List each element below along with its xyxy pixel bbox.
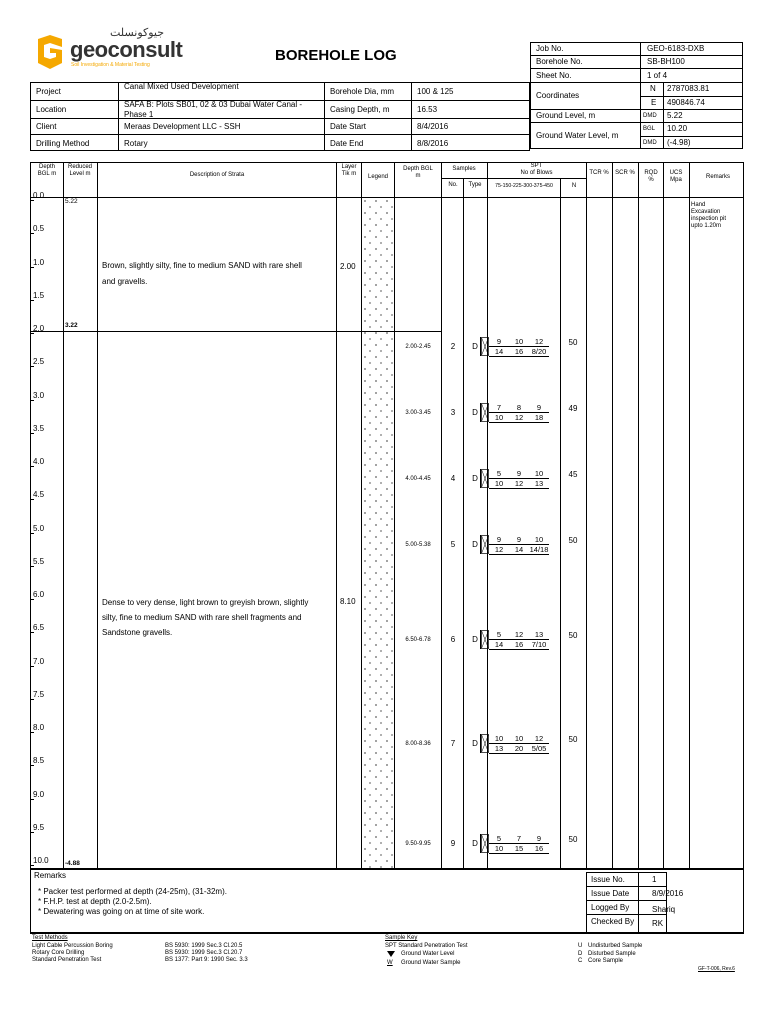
date-start: 8/4/2016 xyxy=(417,122,449,131)
project-label: Project xyxy=(36,87,61,96)
checked-by: RK xyxy=(652,919,664,928)
sample-type: D xyxy=(472,739,478,748)
spt-blow-box xyxy=(480,834,559,853)
date-end-label: Date End xyxy=(330,139,364,148)
key-u: U xyxy=(578,943,583,949)
depth-tick-label: 8.5 xyxy=(33,756,45,766)
side-remark-line: Excavation xyxy=(691,209,721,215)
borehole-dia-label: Borehole Dia, mm xyxy=(330,87,395,96)
spt-blow-count: 16 xyxy=(529,844,549,854)
stratum-2-desc-line: Dense to very dense, light brown to greyish brown, slightly xyxy=(102,598,309,607)
issue-no: 1 xyxy=(652,875,657,884)
sample-depth: 8.00-8.36 xyxy=(405,741,431,747)
sample-no: 5 xyxy=(450,540,456,549)
sample-no: 6 xyxy=(450,635,456,644)
stratum-2-description xyxy=(102,595,308,640)
depth-tick-label: 1.0 xyxy=(33,257,45,267)
col-spt-header: SPT xyxy=(530,163,543,169)
strata-legend xyxy=(362,198,394,868)
stratum-2-thickness: 8.10 xyxy=(340,597,356,606)
coordinates-label: Coordinates xyxy=(536,91,580,100)
checked-by-label: Checked By xyxy=(591,917,635,926)
depth-tick-label: 0.5 xyxy=(33,224,45,234)
spt-blow-count: 5 xyxy=(489,630,509,640)
casing-depth-label: Casing Depth, m xyxy=(330,105,390,114)
spt-n-value: 50 xyxy=(568,835,578,844)
page-title: BOREHOLE LOG xyxy=(275,47,397,64)
spt-sampler-icon xyxy=(481,834,489,853)
spt-n-value: 45 xyxy=(568,470,578,479)
sample-depth: 2.00-2.45 xyxy=(405,344,431,350)
project-name: Canal Mixed Used Development xyxy=(124,82,239,91)
stratum-1-thickness: 2.00 xyxy=(340,262,356,271)
col-reduced-header: Reduced Level m xyxy=(67,164,93,177)
key-ds: Disturbed Sample xyxy=(588,951,636,957)
depth-tick-label: 3.0 xyxy=(33,390,45,400)
spt-n-value: 50 xyxy=(568,536,578,545)
east-value: 490846.74 xyxy=(667,98,705,107)
spt-blow-count: 10 xyxy=(489,844,509,854)
spt-blow-count: 9 xyxy=(529,834,549,844)
col-samples-header: Samples xyxy=(452,166,476,172)
spt-blow-box xyxy=(480,337,559,356)
stratum-2-rl-bottom: -4.88 xyxy=(65,860,80,867)
spt-blow-count: 9 xyxy=(489,535,509,545)
spt-blow-box xyxy=(480,734,559,753)
sample-depth: 5.00-5.38 xyxy=(405,542,431,548)
key-ws: Ground Water Sample xyxy=(401,960,461,966)
remarks-lines xyxy=(38,887,227,917)
depth-tick-label: 9.5 xyxy=(33,822,45,832)
spt-blow-count: 16 xyxy=(509,347,529,357)
key-ud: Undisturbed Sample xyxy=(588,943,643,949)
spt-blow-count: 8 xyxy=(509,403,529,413)
sample-no: 2 xyxy=(450,342,456,351)
stratum-1-rl-bottom: 3.22 xyxy=(65,322,78,329)
spt-blow-count: 7 xyxy=(489,403,509,413)
test-methods-label: Test Methods xyxy=(32,935,68,941)
depth-tick-label: 2.5 xyxy=(33,357,45,367)
spt-blow-count: 12 xyxy=(529,734,549,744)
job-no-label: Job No. xyxy=(536,44,564,53)
sample-type: D xyxy=(472,635,478,644)
spt-blow-count: 10 xyxy=(509,337,529,347)
borehole-no: SB-BH100 xyxy=(647,57,685,66)
spt-sampler-icon xyxy=(481,403,489,422)
spt-blow-count: 12 xyxy=(509,630,529,640)
spt-blow-count: 12 xyxy=(509,413,529,423)
sheet-label: Sheet No. xyxy=(536,71,572,80)
form-code: GF-T-006, Rev.6 xyxy=(698,966,735,972)
col-sample-depth-header: Depth BGL m xyxy=(403,166,433,179)
spt-blow-count: 5 xyxy=(489,469,509,479)
spt-blow-count: 10 xyxy=(489,479,509,489)
spt-blow-count: 10 xyxy=(529,469,549,479)
depth-tick-label: 0.0 xyxy=(33,191,45,200)
date-end: 8/8/2016 xyxy=(417,139,449,148)
ground-water-bgl: 10.20 xyxy=(667,124,688,133)
spt-blow-count: 10 xyxy=(509,734,529,744)
depth-tick-label: 8.0 xyxy=(33,723,45,732)
spt-blow-count: 9 xyxy=(489,337,509,347)
side-remark-line: Hand xyxy=(691,202,706,208)
col-scr-header: SCR % xyxy=(615,170,635,176)
logo xyxy=(36,27,196,73)
casing-depth: 16.53 xyxy=(417,105,438,114)
sample-depth: 6.50-6.78 xyxy=(405,637,431,643)
spt-blow-count: 7 xyxy=(509,834,529,844)
method-row: Light Cable Percussion Boring xyxy=(32,943,113,949)
spt-n-value: 50 xyxy=(568,735,578,744)
key-w: W xyxy=(387,960,393,966)
stratum-1-desc-line: and gravells. xyxy=(102,277,148,286)
col-desc-header: Description of Strata xyxy=(189,172,245,178)
depth-tick-label: 4.5 xyxy=(33,490,45,500)
spt-blow-count: 18 xyxy=(529,413,549,423)
col-tcr-header: TCR % xyxy=(589,170,609,176)
ground-water-label: Ground Water Level, m xyxy=(536,131,619,140)
east-label: E xyxy=(651,98,657,107)
dmd-label-2: DMD xyxy=(643,140,657,146)
dmd-label: DMD xyxy=(643,113,657,119)
client-label: Client xyxy=(36,122,57,131)
logo-name: geoconsult xyxy=(70,37,183,62)
col-legend-header: Legend xyxy=(367,174,389,180)
sheet-no: 1 of 4 xyxy=(647,71,668,80)
sample-depth: 3.00-3.45 xyxy=(405,410,431,416)
spt-blow-count: 5 xyxy=(489,834,509,844)
sample-type: D xyxy=(472,839,478,848)
depth-tick-label: 1.5 xyxy=(33,290,45,300)
sample-depth: 4.00-4.45 xyxy=(405,476,431,482)
spt-blow-box xyxy=(480,630,559,649)
drilling-method: Rotary xyxy=(124,139,148,148)
spt-blow-count: 10 xyxy=(489,413,509,423)
sample-key-label: Sample Key xyxy=(385,935,418,941)
ground-level: 5.22 xyxy=(667,111,683,120)
spt-sampler-icon xyxy=(481,337,489,356)
method-row: Standard Penetration Test xyxy=(32,957,102,963)
col-blows-header: No of Blows xyxy=(520,170,553,176)
location: SAFA B: Plots SB01, 02 & 03 Dubai Water Canal - Phase 1 xyxy=(124,100,303,119)
depth-tick-label: 5.5 xyxy=(33,556,45,566)
col-ucs-header: UCS Mpa xyxy=(669,170,683,183)
col-remarks-header: Remarks xyxy=(705,174,730,180)
remark-line: * F.H.P. test at depth (2.0-2.5m). xyxy=(38,897,152,906)
spt-blow-count: 9 xyxy=(509,469,529,479)
spt-blow-count: 12 xyxy=(509,479,529,489)
spt-blow-count: 13 xyxy=(529,630,549,640)
sample-type: D xyxy=(472,408,478,417)
sample-no: 4 xyxy=(450,474,456,483)
col-layer-header: Layer Tik m xyxy=(341,164,357,177)
spt-n-value: 50 xyxy=(568,338,578,347)
spt-blow-count: 7/10 xyxy=(529,640,549,650)
sample-type: D xyxy=(472,474,478,483)
col-depth-header: Depth BGL m xyxy=(37,164,57,177)
stratum-1-desc-line: Brown, slightly silty, fine to medium SAND with rare shell xyxy=(102,261,302,270)
job-no: GEO-6183-DXB xyxy=(647,44,705,53)
depth-tick-label: 3.5 xyxy=(33,423,45,433)
issue-no-label: Issue No. xyxy=(591,875,625,884)
spt-blow-count: 10 xyxy=(529,535,549,545)
spt-blow-count: 10 xyxy=(489,734,509,744)
stratum-2-desc-line: silty, fine to medium SAND with rare shell fragments and xyxy=(102,613,302,622)
method-row: Rotary Core Drilling xyxy=(32,950,85,956)
spt-blow-count: 12 xyxy=(489,545,509,555)
spt-n-value: 50 xyxy=(568,631,578,640)
depth-tick-label: 9.0 xyxy=(33,789,45,799)
key-c: C xyxy=(578,958,583,964)
key-spt: SPT Standard Penetration Test xyxy=(385,943,468,949)
water-level-icon xyxy=(387,951,395,958)
spt-blow-count: 13 xyxy=(529,479,549,489)
side-remark-line: inspection pit xyxy=(691,216,727,222)
key-d: D xyxy=(578,951,583,957)
spt-blow-count: 15 xyxy=(509,844,529,854)
stratum-1-description xyxy=(102,258,302,290)
spt-blow-count: 14 xyxy=(489,640,509,650)
depth-tick-label: 5.0 xyxy=(33,523,45,533)
depth-tick-label: 7.0 xyxy=(33,656,45,666)
ground-level-label: Ground Level, m xyxy=(536,111,596,120)
spt-blow-count: 20 xyxy=(509,744,529,754)
depth-tick-label: 4.0 xyxy=(33,457,45,466)
location-label: Location xyxy=(36,105,67,114)
borehole-no-label: Borehole No. xyxy=(536,57,583,66)
spt-blow-count: 13 xyxy=(489,744,509,754)
side-remark xyxy=(691,202,726,230)
logo-tagline: Soil Investigation & Material Testing xyxy=(71,62,150,68)
spt-blow-box xyxy=(480,403,559,422)
geoconsult-logo-icon xyxy=(36,35,64,69)
issue-date-label: Issue Date xyxy=(591,889,630,898)
method-standard: BS 1377: Part 9: 1990 Sec. 3.3 xyxy=(165,957,248,963)
spt-blow-count: 5/05 xyxy=(529,744,549,754)
stratum-2-desc-line: Sandstone gravells. xyxy=(102,628,173,637)
remark-line: * Packer test performed at depth (24-25m), (31-32m). xyxy=(38,887,227,896)
col-n-header: N xyxy=(571,183,577,189)
spt-blow-count: 8/20 xyxy=(529,347,549,357)
issue-date: 8/9/2016 xyxy=(652,889,684,898)
sample-depth: 9.50-9.95 xyxy=(405,841,431,847)
date-start-label: Date Start xyxy=(330,122,367,131)
depth-tick-label: 10.0 xyxy=(33,856,49,865)
sample-type: D xyxy=(472,540,478,549)
col-rqd-header: RQD % xyxy=(644,170,658,183)
depth-tick-label: 6.0 xyxy=(33,590,45,599)
depth-tick-label: 2.0 xyxy=(33,324,45,333)
sample-no: 3 xyxy=(450,408,456,417)
spt-blow-count: 9 xyxy=(509,535,529,545)
key-gwl: Ground Water Level xyxy=(401,951,455,957)
side-remark-line: upto 1.20m xyxy=(691,223,722,229)
remarks-label: Remarks xyxy=(34,871,67,880)
spt-blow-count: 14 xyxy=(489,347,509,357)
col-spt-sequence: 75-150-225-300-375-450 xyxy=(495,183,553,189)
borehole-dia: 100 & 125 xyxy=(417,87,454,96)
remark-line: * Dewatering was going on at time of site work. xyxy=(38,907,205,916)
spt-blow-count: 14/18 xyxy=(529,545,549,554)
north-value: 2787083.81 xyxy=(667,84,710,93)
depth-tick-label: 6.5 xyxy=(33,623,45,633)
method-standard: BS 5930: 1999 Sec.3 Cl.20.5 xyxy=(165,943,243,949)
spt-blow-count: 14 xyxy=(509,545,529,555)
bgl-label: BGL xyxy=(643,126,656,132)
spt-blow-count: 12 xyxy=(529,337,549,347)
logged-by-label: Logged By xyxy=(591,903,630,912)
spt-blow-count: 9 xyxy=(529,403,549,413)
logo-arabic: جيوكونسلت xyxy=(110,27,165,39)
spt-n-value: 49 xyxy=(568,404,578,413)
spt-sampler-icon xyxy=(481,630,489,649)
key-cs: Core Sample xyxy=(588,958,624,964)
ground-water-dmd: (-4.98) xyxy=(667,138,691,147)
client: Meraas Development LLC - SSH xyxy=(124,122,241,131)
col-type-header: Type xyxy=(468,182,482,188)
spt-sampler-icon xyxy=(481,535,489,554)
spt-blow-box xyxy=(480,469,559,488)
spt-sampler-icon xyxy=(481,469,489,488)
spt-sampler-icon xyxy=(481,734,489,753)
depth-tick-label: 7.5 xyxy=(33,689,45,699)
method-standard: BS 5930: 1999 Sec.3 Cl.20.7 xyxy=(165,950,243,956)
logged-by: Shariq xyxy=(652,905,676,914)
spt-blow-box xyxy=(480,535,559,554)
col-no-header: No. xyxy=(448,182,458,188)
spt-blow-count: 16 xyxy=(509,640,529,650)
north-label: N xyxy=(650,84,656,93)
stratum-1-rl-top: 5.22 xyxy=(65,198,78,205)
sample-type: D xyxy=(472,342,478,351)
sample-no: 7 xyxy=(450,739,456,748)
drilling-method-label: Drilling Method xyxy=(36,139,90,148)
sample-no: 9 xyxy=(450,839,456,848)
